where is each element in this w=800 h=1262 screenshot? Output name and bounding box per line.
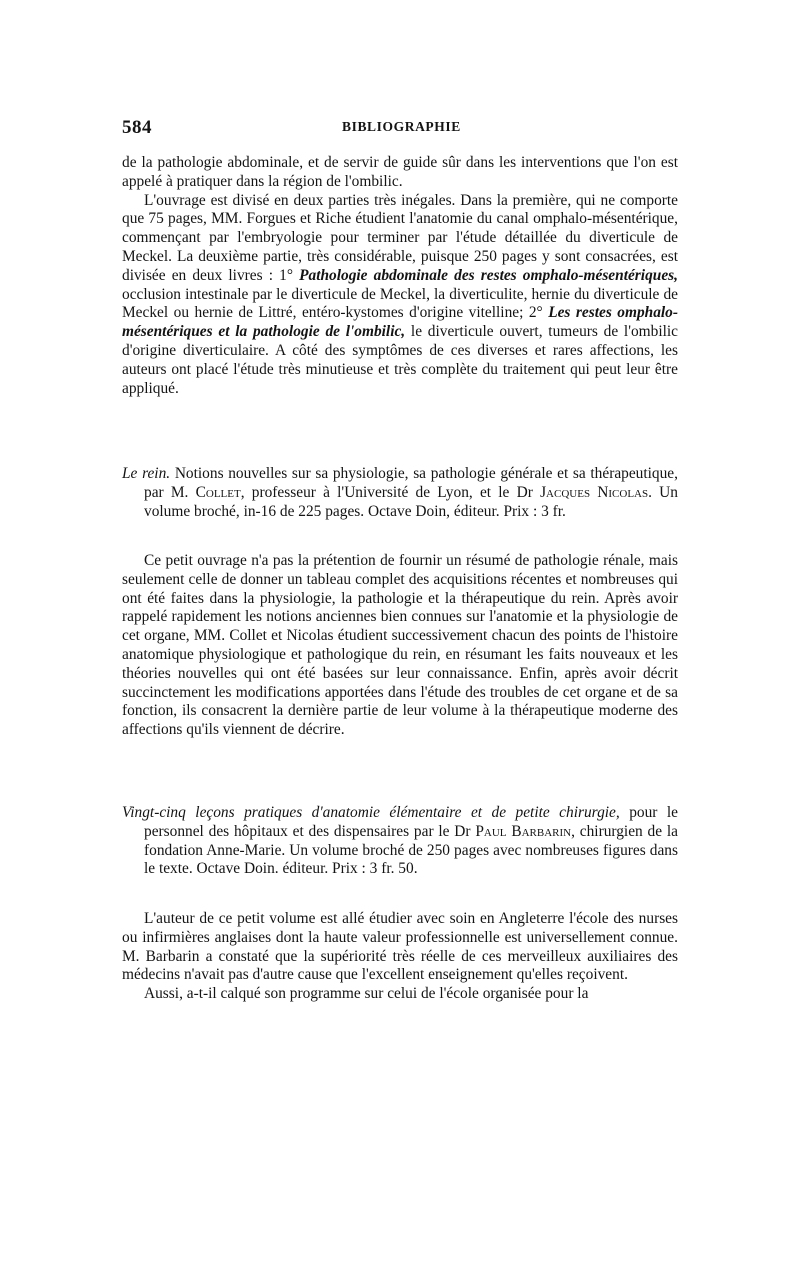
running-title: BIBLIOGRAPHIE xyxy=(342,119,461,134)
review-2-desc-a: pour le personnel des hôpitaux et des dispensaires par le Dr xyxy=(144,804,678,840)
intro-paragraph-1: de la pathologie abdominale, et de servir de guide sûr dans les interventions que l'on est appelé à pratiquer dans la région de l'ombilic. xyxy=(122,154,678,190)
review-2-author: Paul Barbarin xyxy=(475,822,572,840)
review-2-title: Vingt-cinq leçons pratiques d'anatomie élémentaire et de petite chirurgie, xyxy=(122,804,620,821)
review-1-heading xyxy=(122,465,678,521)
intro-text-start: L'ouvrage est divisé en deux parties très inégales. Dans la première, qui ne comporte que 75 pages, MM. Forgues et Riche étudient l'anatomie du canal omphalo-mésentérique, commençant par l'embryologie pour terminer par l'étude détaillée du diverticule de Meckel. La deuxième partie, très considérable, puisque 250 pages y sont consacrées, est divisée en deux livres : 1° xyxy=(122,191,678,284)
intro-paragraph-2 xyxy=(122,192,678,399)
review-2-heading xyxy=(122,804,678,879)
review-1-author-2: Jacques Nicolas xyxy=(540,483,649,501)
review-2-paragraph-2: Aussi, a-t-il calqué son programme sur celui de l'école organisée pour la xyxy=(144,985,589,1003)
review-1-paragraph: Ce petit ouvrage n'a pas la prétention de fournir un résumé de pathologie rénale, mais seulement celle de donner un tableau complet des acquisitions récentes et nombreuses qui ont été faites dans la physiologie, la pathologie et la thérapeutique du rein. Après avoir rappelé rapidement les notions anciennes bien connues sur l'anatomie et la physiologie de cet organe, MM. Collet et Nicolas étudient successivement chacun des points de l'histoire anatomique physiologique et pathologique du rein, en résumant les faits nouveaux et les théories nouvelles qui ont été basées sur leur connaissance. Enfin, après avoir décrit succinctement les modifications apportées dans l'étude des troubles de cet organe et de sa fonction, ils consacrent la dernière partie de leur volume à la thérapeutique moderne des affections qu'ils viennent de décrire. xyxy=(122,552,678,739)
intro-text-end: le diverticule ouvert, tumeurs de l'ombilic d'origine diverticulaire. A côté des symptômes de ces diverses et rares affections, les auteurs ont placé l'étude très minutieuse et très complète du traitement qui peut leur être appliqué. xyxy=(122,323,678,397)
intro-book-title-2: Les restes omphalo-mésentériques et la pathologie de l'ombilic, xyxy=(122,304,678,341)
review-1-body xyxy=(122,552,678,740)
review-2-desc-b: , chirurgien de la fondation Anne-Marie. Un volume broché de 250 pages avec nombreuses figures dans le texte. Octave Doin. éditeur. Prix : 3 fr. 50. xyxy=(144,822,678,878)
review-1-desc-a: Notions nouvelles sur sa physiologie, sa pathologie générale et sa thérapeutique, par M. xyxy=(144,465,678,501)
intro-section xyxy=(122,154,678,398)
intro-book-title-1: Pathologie abdominale des restes omphalo-mésentériques, xyxy=(299,266,678,284)
review-2-paragraph-1: L'auteur de ce petit volume est allé étudier avec soin en Angleterre l'école des nurses ou infirmières anglaises dont la haute valeur professionnelle est universellement connue. M. Barbarin a constaté que la supériorité très réelle de ces merveilleux auxiliaires des médecins n'avait pas d'autre cause que l'excellent enseignement qu'elles reçoivent. xyxy=(122,910,678,984)
review-1-desc-c: . Un volume broché, in-16 de 225 pages. Octave Doin, éditeur. Prix : 3 fr. xyxy=(144,483,678,520)
review-1-desc-b: , professeur à l'Université de Lyon, et le Dr xyxy=(240,483,541,501)
page-number: 584 xyxy=(122,117,152,138)
review-1-author-1: Collet xyxy=(195,483,241,501)
intro-text-mid: occlusion intestinale par le diverticule de Meckel, la diverticulite, hernie du diverticule de Meckel ou hernie de Littré, entéro-kystomes d'origine vitelline; 2° xyxy=(122,285,678,322)
review-2-body xyxy=(122,910,678,1004)
review-1-title: Le rein. xyxy=(122,465,171,482)
